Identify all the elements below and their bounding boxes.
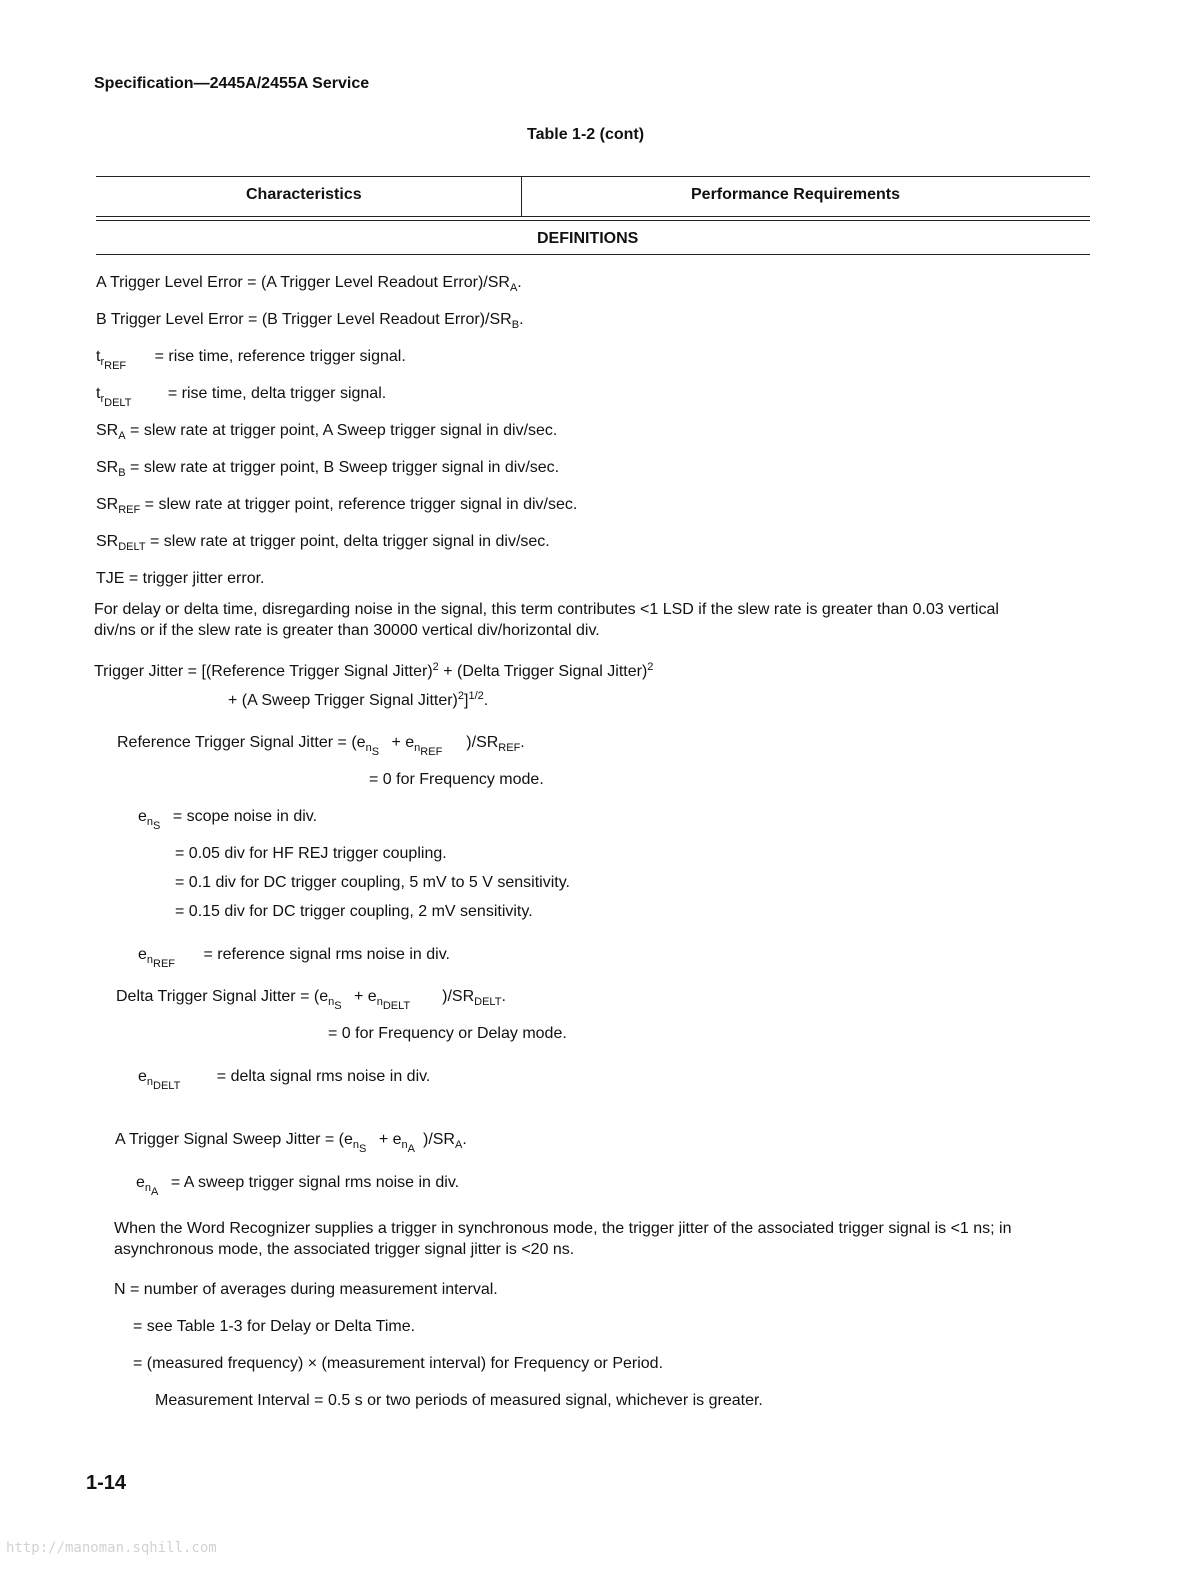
ens-value-dc-5mv: = 0.1 div for DC trigger coupling, 5 mV to 5 V sensitivity. <box>175 874 570 891</box>
n-value-frequency: = (measured frequency) × (measurement interval) for Frequency or Period. <box>133 1355 664 1372</box>
measurement-interval: Measurement Interval = 0.5 s or two periods of measured signal, whichever is greater. <box>155 1392 763 1409</box>
def-ena: $e_{n_A} = A$ sweep trigger signal rms noise in div. <box>136 1174 460 1198</box>
section-bottom-rule <box>96 254 1090 255</box>
def-a-trigger-level-error: A Trigger Level Error = (A Trigger Level Readout $Error)/SR_A$. <box>96 274 522 294</box>
ens-value-hf-rej: = 0.05 div for HF REJ trigger coupling. <box>175 845 447 862</box>
section-heading-definitions: DEFINITIONS <box>537 230 639 247</box>
table-top-rule <box>96 176 1090 177</box>
watermark: http://manoman.sqhill.com <box>6 1540 217 1556</box>
ens-value-dc-2mv: = 0.15 div for DC trigger coupling, 2 mV sensitivity. <box>175 903 533 920</box>
table-title: Table 1-2 (cont) <box>527 126 645 143</box>
table-header-double-rule-bottom <box>96 220 1090 221</box>
n-value-delay: = see Table 1-3 for Delay or Delta Time. <box>133 1318 416 1335</box>
def-b-trigger-level-error: B Trigger Level Error = (B Trigger Level Readout $Error)/SR_B$. <box>96 311 524 331</box>
def-sr-b: $SR_B$ = slew rate at trigger point, B Sweep trigger signal in div/sec. <box>96 459 560 479</box>
def-enref: $e_{n_{REF}}$ = reference signal rms noise in div. <box>138 946 450 970</box>
tje-note: For delay or delta time, disregarding noise in the signal, this term contributes <1 LSD if the slew rate is greater than 0.03 vertical div/ns or if the slew rate is greater than 30000 vertical div/horizontal div. <box>94 601 999 639</box>
running-header: Specification—2445A/2455A Service <box>94 75 370 92</box>
delta-jitter-zero: = 0 for Frequency or Delay mode. <box>328 1025 567 1042</box>
column-header-performance-requirements: Performance Requirements <box>691 186 900 203</box>
a-trigger-signal-sweep-jitter: A Trigger Signal Sweep Jitter = $(e_{n_S} + e_{n_A})/SR_A$. <box>115 1131 467 1155</box>
def-n: N = number of averages during measurement interval. <box>114 1281 498 1298</box>
def-tr-delt: $t_{r_{DELT}}$ = rise time, delta trigger signal. <box>96 385 387 409</box>
trigger-jitter-formula-line1: Trigger Jitter = [(Reference Trigger Signal Jitter)$^2$ + (Delta Trigger Signal Jitter)$^2$ <box>94 661 654 680</box>
table-header-double-rule-top <box>96 216 1090 217</box>
page-number: 1-14 <box>86 1472 127 1494</box>
def-sr-a: $SR_A$ = slew rate at trigger point, A Sweep trigger signal in div/sec. <box>96 422 558 442</box>
def-endelt: $e_{n_{DELT}}$ = delta signal rms noise in div. <box>138 1068 431 1092</box>
reference-jitter-zero: = 0 for Frequency mode. <box>369 771 544 788</box>
def-tr-ref: $t_{r_{REF}}$ = rise time, reference trigger signal. <box>96 348 406 372</box>
column-header-characteristics: Characteristics <box>246 186 362 203</box>
def-tje: TJE = trigger jitter error. <box>96 570 265 587</box>
word-recognizer-note: When the Word Recognizer supplies a trigger in synchronous mode, the trigger jitter of the associated trigger signal is <1 ns; in asynchronous mode, the associated trigger signal jitter is <20 ns. <box>114 1220 1012 1258</box>
def-sr-ref: $SR_{REF}$ = slew rate at trigger point, reference trigger signal in div/sec. <box>96 496 578 516</box>
def-ens: $e_{n_S}$ = scope noise in div. <box>138 808 318 832</box>
table-column-divider <box>521 176 522 216</box>
trigger-jitter-formula-line2: + (A Sweep Trigger Signal Jitter)$^2$]$^{1/2}$. <box>228 690 489 709</box>
def-sr-delt: $SR_{DELT}$ = slew rate at trigger point, delta trigger signal in div/sec. <box>96 533 550 553</box>
reference-trigger-signal-jitter: Reference Trigger Signal Jitter = $(e_{n_S} + e_{n_{REF}})/SR_{REF}$. <box>117 734 525 758</box>
delta-trigger-signal-jitter: Delta Trigger Signal Jitter = $(e_{n_S} + e_{n_{DELT}})/SR_{DELT}$. <box>116 988 506 1012</box>
